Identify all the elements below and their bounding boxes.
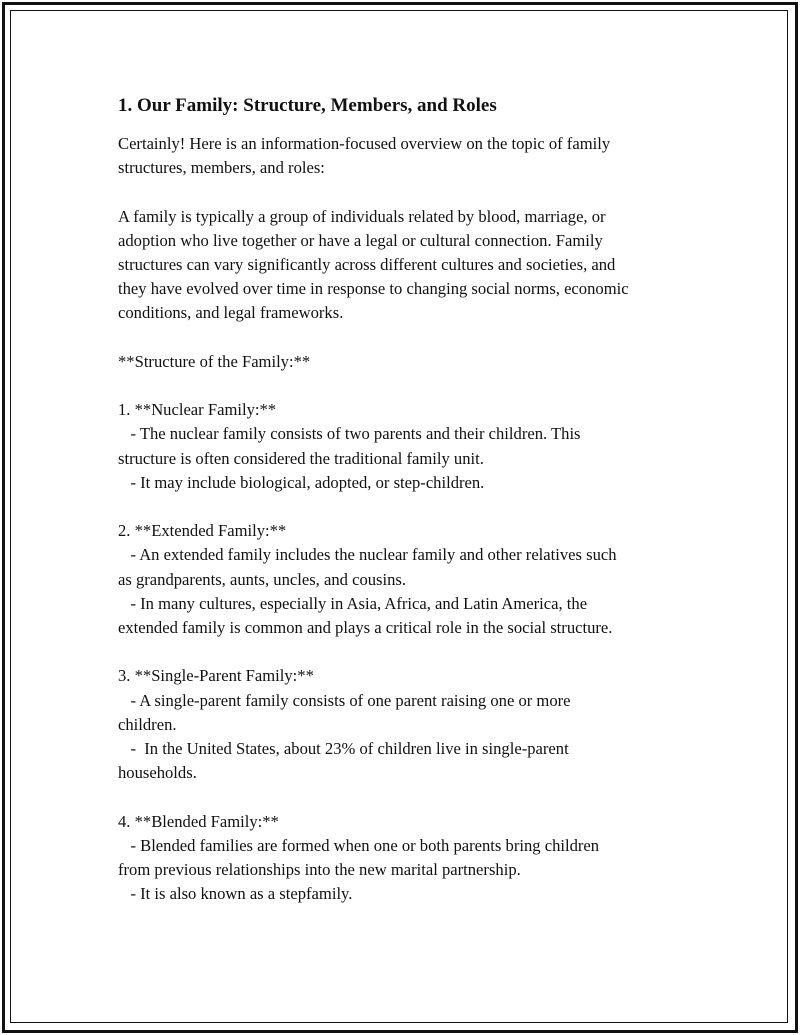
section-nuclear-family (118, 398, 698, 495)
definition-paragraph (118, 205, 698, 326)
section-heading: 3. **Single-Parent Family:** (118, 666, 314, 686)
structure-heading: **Structure of the Family:** (118, 351, 311, 371)
section-line: households. (118, 763, 197, 783)
paragraph-line: they have evolved over time in response to changing social norms, economic (118, 279, 629, 299)
section-line: structure is often considered the traditional family unit. (118, 448, 484, 468)
section-line: children. (118, 714, 177, 734)
paragraph-line: conditions, and legal frameworks. (118, 303, 344, 323)
section-line: - In the United States, about 23% of children live in single-parent (118, 739, 569, 758)
section-line: - An extended family includes the nuclear family and other relatives such (118, 545, 617, 565)
section-heading: 2. **Extended Family:** (118, 521, 287, 541)
section-heading: 4. **Blended Family:** (118, 811, 279, 831)
paragraph-gap (118, 640, 698, 664)
section-blended-family (118, 810, 698, 907)
paragraph-line: structures, members, and roles: (118, 158, 325, 178)
section-line: - In many cultures, especially in Asia, Africa, and Latin America, the (118, 593, 588, 613)
section-line: - A single-parent family consists of one parent raising one or more (118, 690, 571, 710)
section-extended-family (118, 519, 698, 640)
paragraph-gap (118, 785, 698, 809)
paragraph-line: adoption who live together or have a legal or cultural connection. Family (118, 230, 603, 250)
section-heading: 1. **Nuclear Family:** (118, 400, 277, 420)
section-line: - It is also known as a stepfamily. (118, 884, 353, 904)
intro-paragraph (118, 132, 698, 180)
section-line: - Blended families are formed when one or both parents bring children (118, 835, 600, 855)
paragraph-line: A family is typically a group of individuals related by blood, marriage, or (118, 206, 606, 226)
section-line: from previous relationships into the new marital partnership. (118, 860, 521, 879)
paragraph-gap (118, 374, 698, 398)
document-body (118, 92, 698, 906)
section-line: as grandparents, aunts, uncles, and cousins. (118, 569, 407, 589)
document-title: 1. Our Family: Structure, Members, and Roles (118, 95, 497, 116)
section-line: - The nuclear family consists of two parents and their children. This (118, 424, 581, 444)
paragraph-gap (118, 326, 698, 350)
section-line: - It may include biological, adopted, or step-children. (118, 472, 485, 492)
paragraph-gap (118, 495, 698, 519)
paragraph-line: structures can vary significantly across different cultures and societies, and (118, 255, 616, 274)
paragraph-gap (118, 180, 698, 204)
paragraph-line: Certainly! Here is an information-focused overview on the topic of family (118, 134, 611, 153)
section-line: extended family is common and plays a critical role in the social structure. (118, 618, 613, 637)
section-single-parent-family (118, 664, 698, 785)
